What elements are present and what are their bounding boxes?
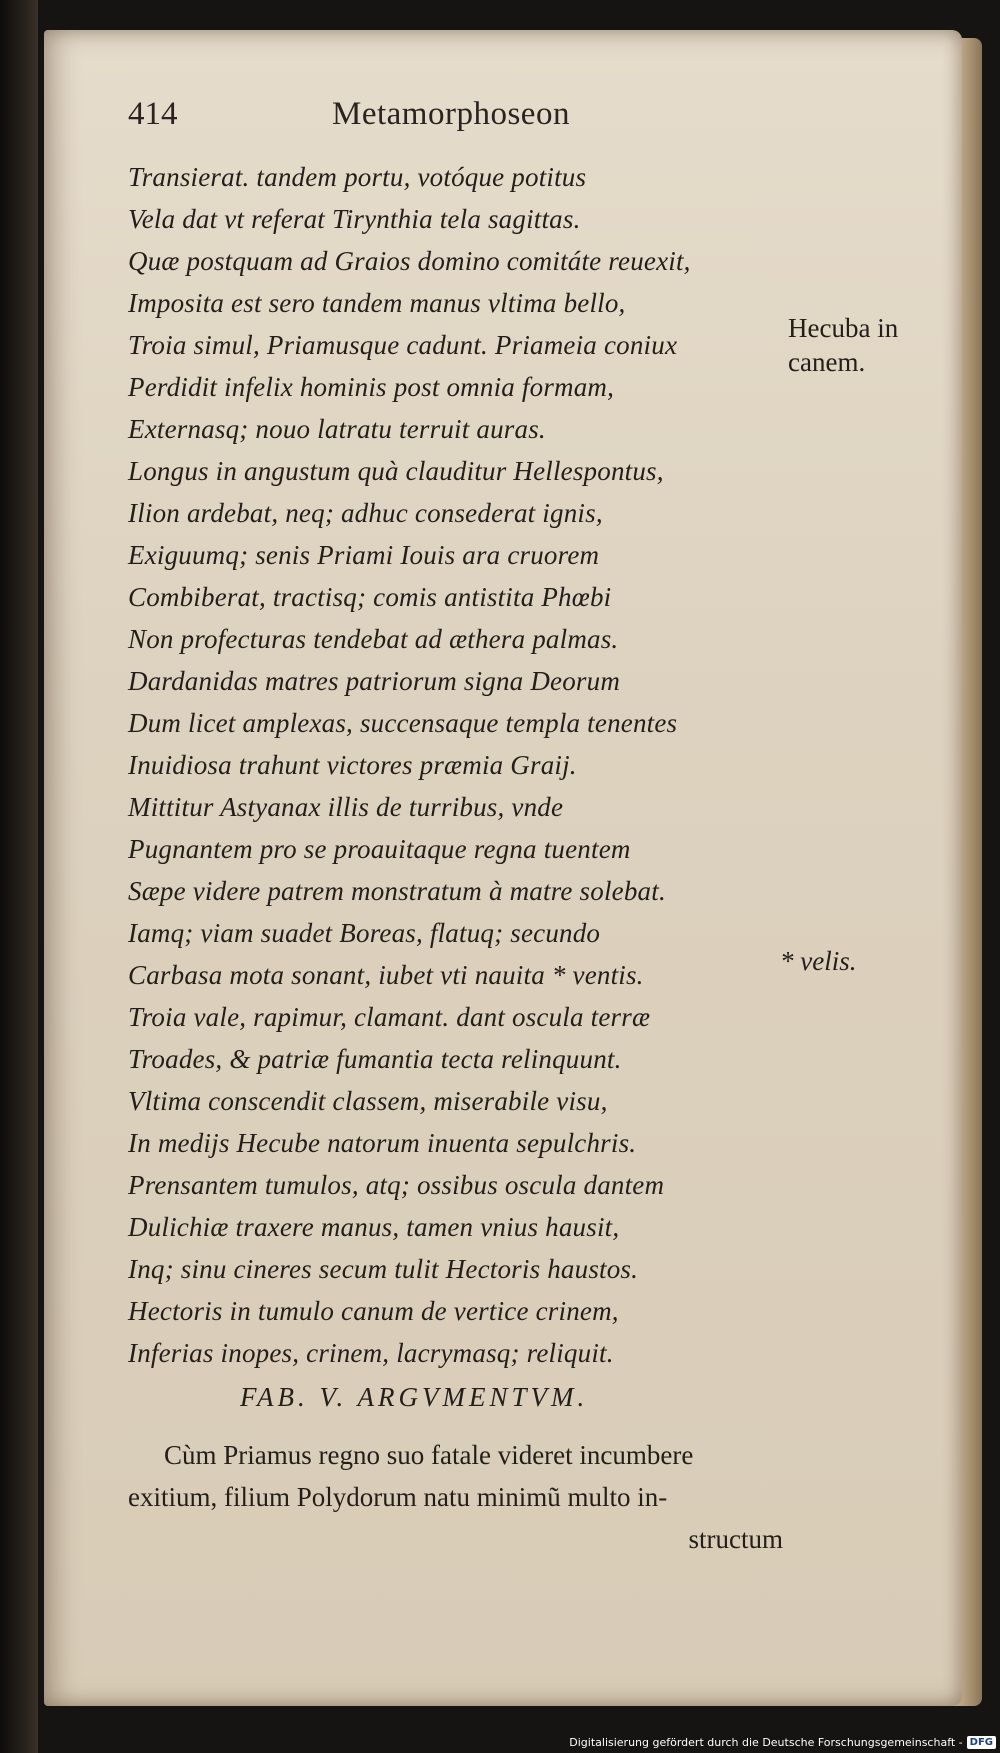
verse-line: Vela dat vt referat Tirynthia tela sagittas.	[128, 204, 581, 234]
verse-line: Dulichiæ traxere manus, tamen vnius hausit,	[128, 1212, 620, 1242]
fable-heading: FAB. V. ARGVMENTVM.	[240, 1382, 589, 1412]
running-title: Metamorphoseon	[332, 96, 570, 132]
verse-line: Ilion ardebat, neq; adhuc consederat ignis,	[128, 498, 603, 528]
verse-line: Inferias inopes, crinem, lacrymasq; reliquit.	[128, 1338, 614, 1368]
marginal-gloss-hecuba	[788, 311, 938, 379]
gloss-line: canem.	[788, 347, 866, 377]
verse-line: Imposita est sero tandem manus vltima bello,	[128, 288, 626, 318]
page-header	[128, 96, 688, 140]
footer-text: Digitalisierung gefördert durch die Deutsche Forschungsgemeinschaft -	[569, 1735, 963, 1749]
verse-line: Iamq; viam suadet Boreas, flatuq; secundo	[128, 918, 601, 948]
argument-line: Cùm Priamus regno suo fatale videret incumbere	[164, 1440, 694, 1470]
book-spine	[0, 0, 38, 1753]
verse-line: Non profecturas tendebat ad æthera palmas.	[128, 624, 619, 654]
verse-line: Externasq; nouo latratu terruit auras.	[128, 414, 546, 444]
verse-line: Carbasa mota sonant, iubet vti nauita * ventis.	[128, 960, 644, 990]
verse-line: Prensantem tumulos, atq; ossibus oscula dantem	[128, 1170, 665, 1200]
verse-line: Hectoris in tumulo canum de vertice crinem,	[128, 1296, 619, 1326]
verse-line: Mittitur Astyanax illis de turribus, vnde	[128, 792, 564, 822]
verse-line: Combiberat, tractisq; comis antistita Phœbi	[128, 582, 612, 612]
verse-line: Exiguumq; senis Priami Iouis ara cruorem	[128, 540, 600, 570]
verse-line: Perdidit infelix hominis post omnia formam,	[128, 372, 615, 402]
verse-line: Pugnantem pro se proauitaque regna tuentem	[128, 834, 631, 864]
verse-line: Sæpe videre patrem monstratum à matre solebat.	[128, 876, 666, 906]
verse-line: Troades, & patriæ fumantia tecta relinquunt.	[128, 1044, 622, 1074]
dfg-logo: DFG	[967, 1736, 996, 1749]
argument-catchword: structum	[688, 1524, 783, 1554]
verse-line: Dum licet amplexas, succensaque templa tenentes	[128, 708, 678, 738]
gloss-line: Hecuba in	[788, 313, 899, 343]
verse-line: Inuidiosa trahunt victores præmia Graij.	[128, 750, 577, 780]
verse-line: Troia simul, Priamusque cadunt. Priameia coniux	[128, 330, 678, 360]
verse-line: Dardanidas matres patriorum signa Deorum	[128, 666, 621, 696]
argument-paragraph	[128, 1434, 783, 1560]
marginal-gloss-velis: * velis.	[780, 946, 857, 976]
page-number: 414	[128, 96, 178, 132]
digitization-footer	[569, 1733, 996, 1751]
verse-list	[128, 156, 808, 1374]
argument-line: exitium, filium Polydorum natu minimũ multo in-	[128, 1482, 668, 1512]
verse-line: Vltima conscendit classem, miserabile visu,	[128, 1086, 608, 1116]
verse-line: Transierat. tandem portu, votóque potitus	[128, 162, 587, 192]
verse-line: Longus in angustum quà clauditur Hellespontus,	[128, 456, 664, 486]
verse-line: Quæ postquam ad Graios domino comitáte reuexit,	[128, 246, 691, 276]
verse-line: In medijs Hecube natorum inuenta sepulchris.	[128, 1128, 637, 1158]
verse-line: Troia vale, rapimur, clamant. dant oscula terræ	[128, 1002, 651, 1032]
verse-line: Inq; sinu cineres secum tulit Hectoris haustos.	[128, 1254, 639, 1284]
